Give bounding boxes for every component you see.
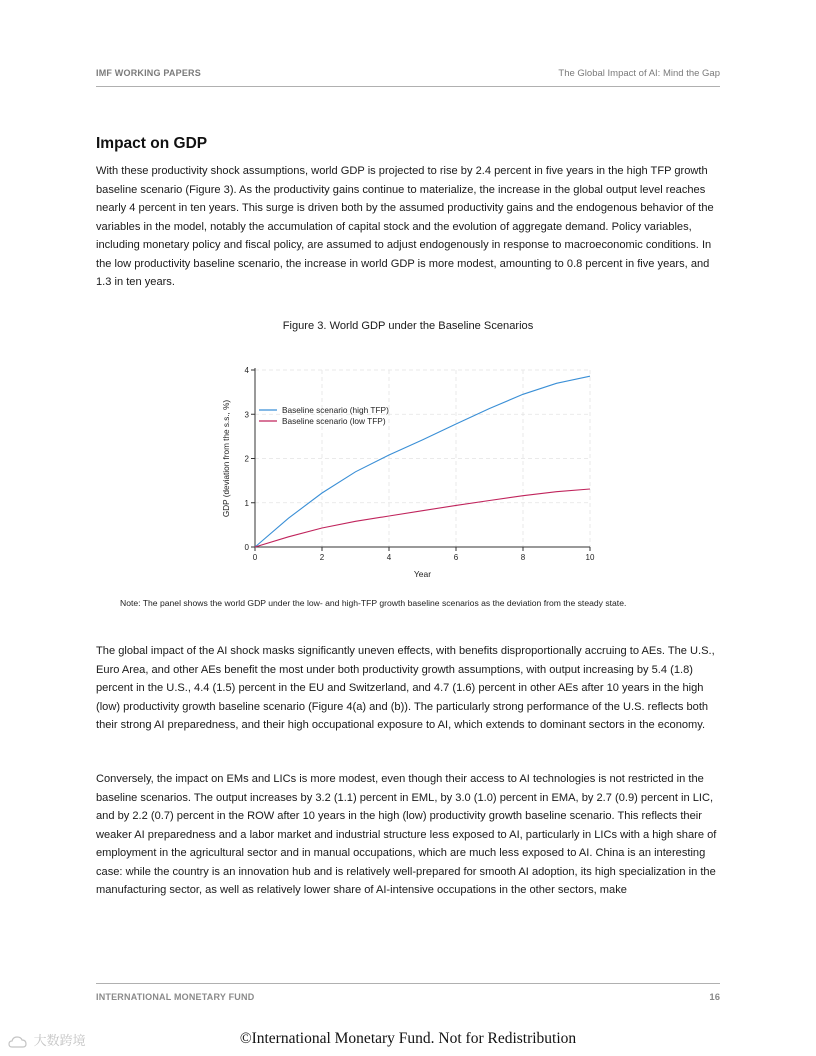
watermark-logo-text: 大数跨境	[33, 1033, 86, 1048]
y-tick-label: 3	[244, 410, 249, 420]
y-axis-label: GDP (deviation from the s.s., %)	[222, 399, 231, 518]
figure-title: Figure 3. World GDP under the Baseline Scenarios	[282, 320, 534, 332]
chart-series	[255, 376, 590, 547]
header-series-title: IMF WORKING PAPERS	[96, 68, 201, 78]
footer-publisher: INTERNATIONAL MONETARY FUND	[96, 992, 255, 1002]
copyright-notice: ©International Monetary Fund. Not for Redistribution	[239, 1030, 577, 1047]
y-tick-label: 2	[244, 454, 249, 464]
x-tick-label: 10	[585, 553, 595, 562]
paragraph-1: With these productivity shock assumptions, world GDP is projected to rise by 2.4 percent in five years in the high TFP growth baseline scenario (Figure 3). As the productivity gains continue to materialize, the increase in the global output level reaches nearly 4 percent in ten years. This surge is driven both by the assumed productivity gains and the endogenous behavior of the variables in the model, notably the accumulation of capital stock and the evolution of aggregate demand. Policy variables, including monetary policy and fiscal policy, are assumed to adjust endogenously in response to macroeconomic conditions. In the low productivity baseline scenario, the increase in world GDP is more modest, amounting to 0.8 percent in five years, and 1.3 in ten years.	[96, 165, 714, 288]
y-tick-label: 1	[244, 498, 249, 508]
page-number: 16	[709, 992, 720, 1003]
y-tick-label: 0	[244, 543, 249, 552]
section-heading: Impact on GDP	[96, 135, 208, 152]
gdp-line-chart	[215, 355, 605, 585]
page-header	[96, 66, 720, 87]
x-tick-label: 8	[520, 553, 526, 562]
figure-note: Note: The panel shows the world GDP under the low- and high-TFP growth baseline scenarios as the deviation from the steady state.	[120, 598, 627, 608]
paragraph-2: The global impact of the AI shock masks significantly uneven effects, with benefits disproportionally accruing to AEs. The U.S., Euro Area, and other AEs benefit the most under both productivity growth assumptions, with output increasing by 5.4 (1.8) percent in the U.S., 4.4 (1.5) percent in the EU and Switzerland, and 4.7 (1.6) percent in other AEs after 10 years in the high (low) productivity growth baseline scenario (Figure 4(a) and (b)). The particularly strong performance of the U.S. reflects both their strong AI preparedness, and their high occupational exposure to AI, which extends to dominant sectors in the economy.	[96, 645, 715, 731]
legend-label: Baseline scenario (low TFP)	[282, 416, 386, 426]
chart-legend	[259, 405, 389, 426]
paragraph-3: Conversely, the impact on EMs and LICs is more modest, even though their access to AI technologies is not restricted in the baseline scenarios. The output increases by 3.2 (1.1) percent in EML, by 3.0 (1.0) percent in EMA, by 2.7 (0.9) percent in LIC, and by 2.2 (0.7) percent in the ROW after 10 years in the high (low) productivity growth baseline scenario. This reflects their weaker AI preparedness and a labor market and industrial structure less exposed to AI, particularly in LICs with a high share of employment in the agricultural sector and in manual occupations, which are much less exposed to AI. China is an interesting case: while the country is an innovation hub and is relatively well-prepared for smooth AI adoption, its high specialization in the manufacturing sector, as well as relatively lower share of AI-intensive occupations in the other sectors, make	[96, 773, 717, 896]
series-line-high-tfp	[255, 376, 590, 547]
chart-grid	[255, 370, 590, 547]
page-footer	[96, 983, 720, 1004]
y-tick-label: 4	[244, 366, 249, 375]
header-paper-title: The Global Impact of AI: Mind the Gap	[558, 68, 720, 79]
series-line-low-tfp	[255, 489, 590, 547]
x-tick-label: 2	[319, 553, 325, 562]
x-axis-label: Year	[413, 569, 432, 579]
x-tick-label: 6	[453, 553, 459, 562]
x-tick-label: 4	[386, 553, 392, 562]
x-tick-label: 0	[252, 553, 258, 562]
chart-axes	[222, 366, 595, 579]
legend-label: Baseline scenario (high TFP)	[282, 405, 389, 415]
